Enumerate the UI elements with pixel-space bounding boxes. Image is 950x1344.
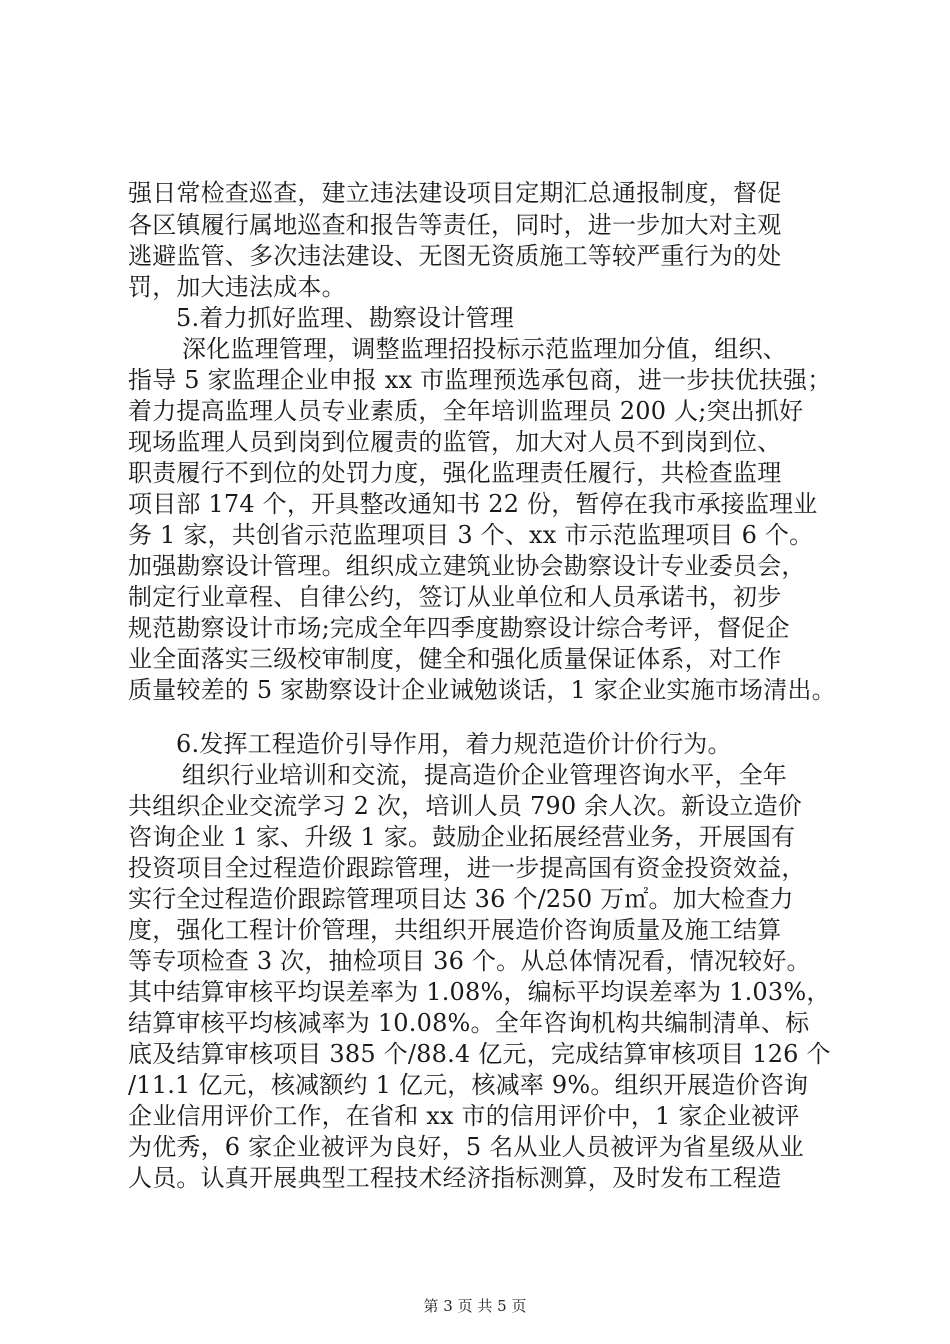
page-number-footer: 第 3 页 共 5 页 — [423, 1297, 527, 1315]
paragraph-line: 务 1 家，共创省示范监理项目 3 个、xx 市示范监理项目 6 个。 — [128, 521, 814, 549]
paragraph-line: 着力提高监理人员专业素质，全年培训监理员 200 人;突出抓好 — [128, 397, 804, 425]
paragraph-line: 制定行业章程、自律公约，签订从业单位和人员承诺书，初步 — [128, 583, 782, 611]
paragraph-line: 深化监理管理，调整监理招投标示范监理加分值，组织、 — [182, 335, 787, 363]
section-heading: 6.发挥工程造价引导作用，着力规范造价计价行为。 — [176, 730, 732, 758]
paragraph-line: 组织行业培训和交流，提高造价企业管理咨询水平，全年 — [182, 761, 787, 789]
paragraph-line: 业全面落实三级校审制度，健全和强化质量保证体系，对工作 — [128, 645, 782, 673]
paragraph-line: /11.1 亿元，核减额约 1 亿元，核减率 9%。组织开展造价咨询 — [128, 1071, 809, 1099]
paragraph-line: 现场监理人员到岗到位履责的监管，加大对人员不到岗到位、 — [128, 428, 782, 456]
paragraph-line: 等专项检查 3 次，抽检项目 36 个。从总体情况看，情况较好。 — [128, 947, 811, 975]
paragraph-line: 逃避监管、多次违法建设、无图无资质施工等较严重行为的处 — [128, 242, 782, 270]
paragraph-line: 指导 5 家监理企业申报 xx 市监理预选承包商，进一步扶优扶强； — [128, 366, 832, 394]
paragraph-line: 项目部 174 个，开具整改通知书 22 份，暂停在我市承接监理业 — [128, 490, 818, 518]
paragraph-line: 结算审核平均核减率为 10.08%。全年咨询机构共编制清单、标 — [128, 1009, 810, 1037]
paragraph-line: 企业信用评价工作，在省和 xx 市的信用评价中，1 家企业被评 — [128, 1102, 800, 1130]
paragraph-line: 投资项目全过程造价跟踪管理，进一步提高国有资金投资效益， — [128, 854, 806, 882]
paragraph-line: 强日常检查巡查，建立违法建设项目定期汇总通报制度，督促 — [128, 179, 782, 207]
paragraph-line: 人员。认真开展典型工程技术经济指标测算，及时发布工程造 — [128, 1164, 782, 1192]
paragraph-line: 各区镇履行属地巡查和报告等责任，同时，进一步加大对主观 — [128, 211, 782, 239]
paragraph-line: 底及结算审核项目 385 个/88.4 亿元，完成结算审核项目 126 个 — [128, 1040, 831, 1068]
paragraph-line: 规范勘察设计市场;完成全年四季度勘察设计综合考评，督促企 — [128, 614, 790, 642]
paragraph-line: 罚，加大违法成本。 — [128, 273, 346, 301]
paragraph-line: 实行全过程造价跟踪管理项目达 36 个/250 万㎡。加大检查力 — [128, 885, 794, 913]
section-heading: 5.着力抓好监理、勘察设计管理 — [176, 304, 514, 332]
paragraph-line: 其中结算审核平均误差率为 1.08%，编标平均误差率为 1.03%， — [128, 978, 831, 1006]
paragraph-line: 为优秀，6 家企业被评为良好，5 名从业人员被评为省星级从业 — [128, 1133, 804, 1161]
paragraph-line: 共组织企业交流学习 2 次，培训人员 790 余人次。新设立造价 — [128, 792, 802, 820]
paragraph-line: 咨询企业 1 家、升级 1 家。鼓励企业拓展经营业务，开展国有 — [128, 823, 796, 851]
paragraph-line: 职责履行不到位的处罚力度，强化监理责任履行，共检查监理 — [128, 459, 782, 487]
paragraph-line: 质量较差的 5 家勘察设计企业诫勉谈话，1 家企业实施市场清出。 — [128, 676, 836, 704]
paragraph-line: 加强勘察设计管理。组织成立建筑业协会勘察设计专业委员会， — [128, 552, 806, 580]
paragraph-line: 度，强化工程计价管理，共组织开展造价咨询质量及施工结算 — [128, 916, 782, 944]
